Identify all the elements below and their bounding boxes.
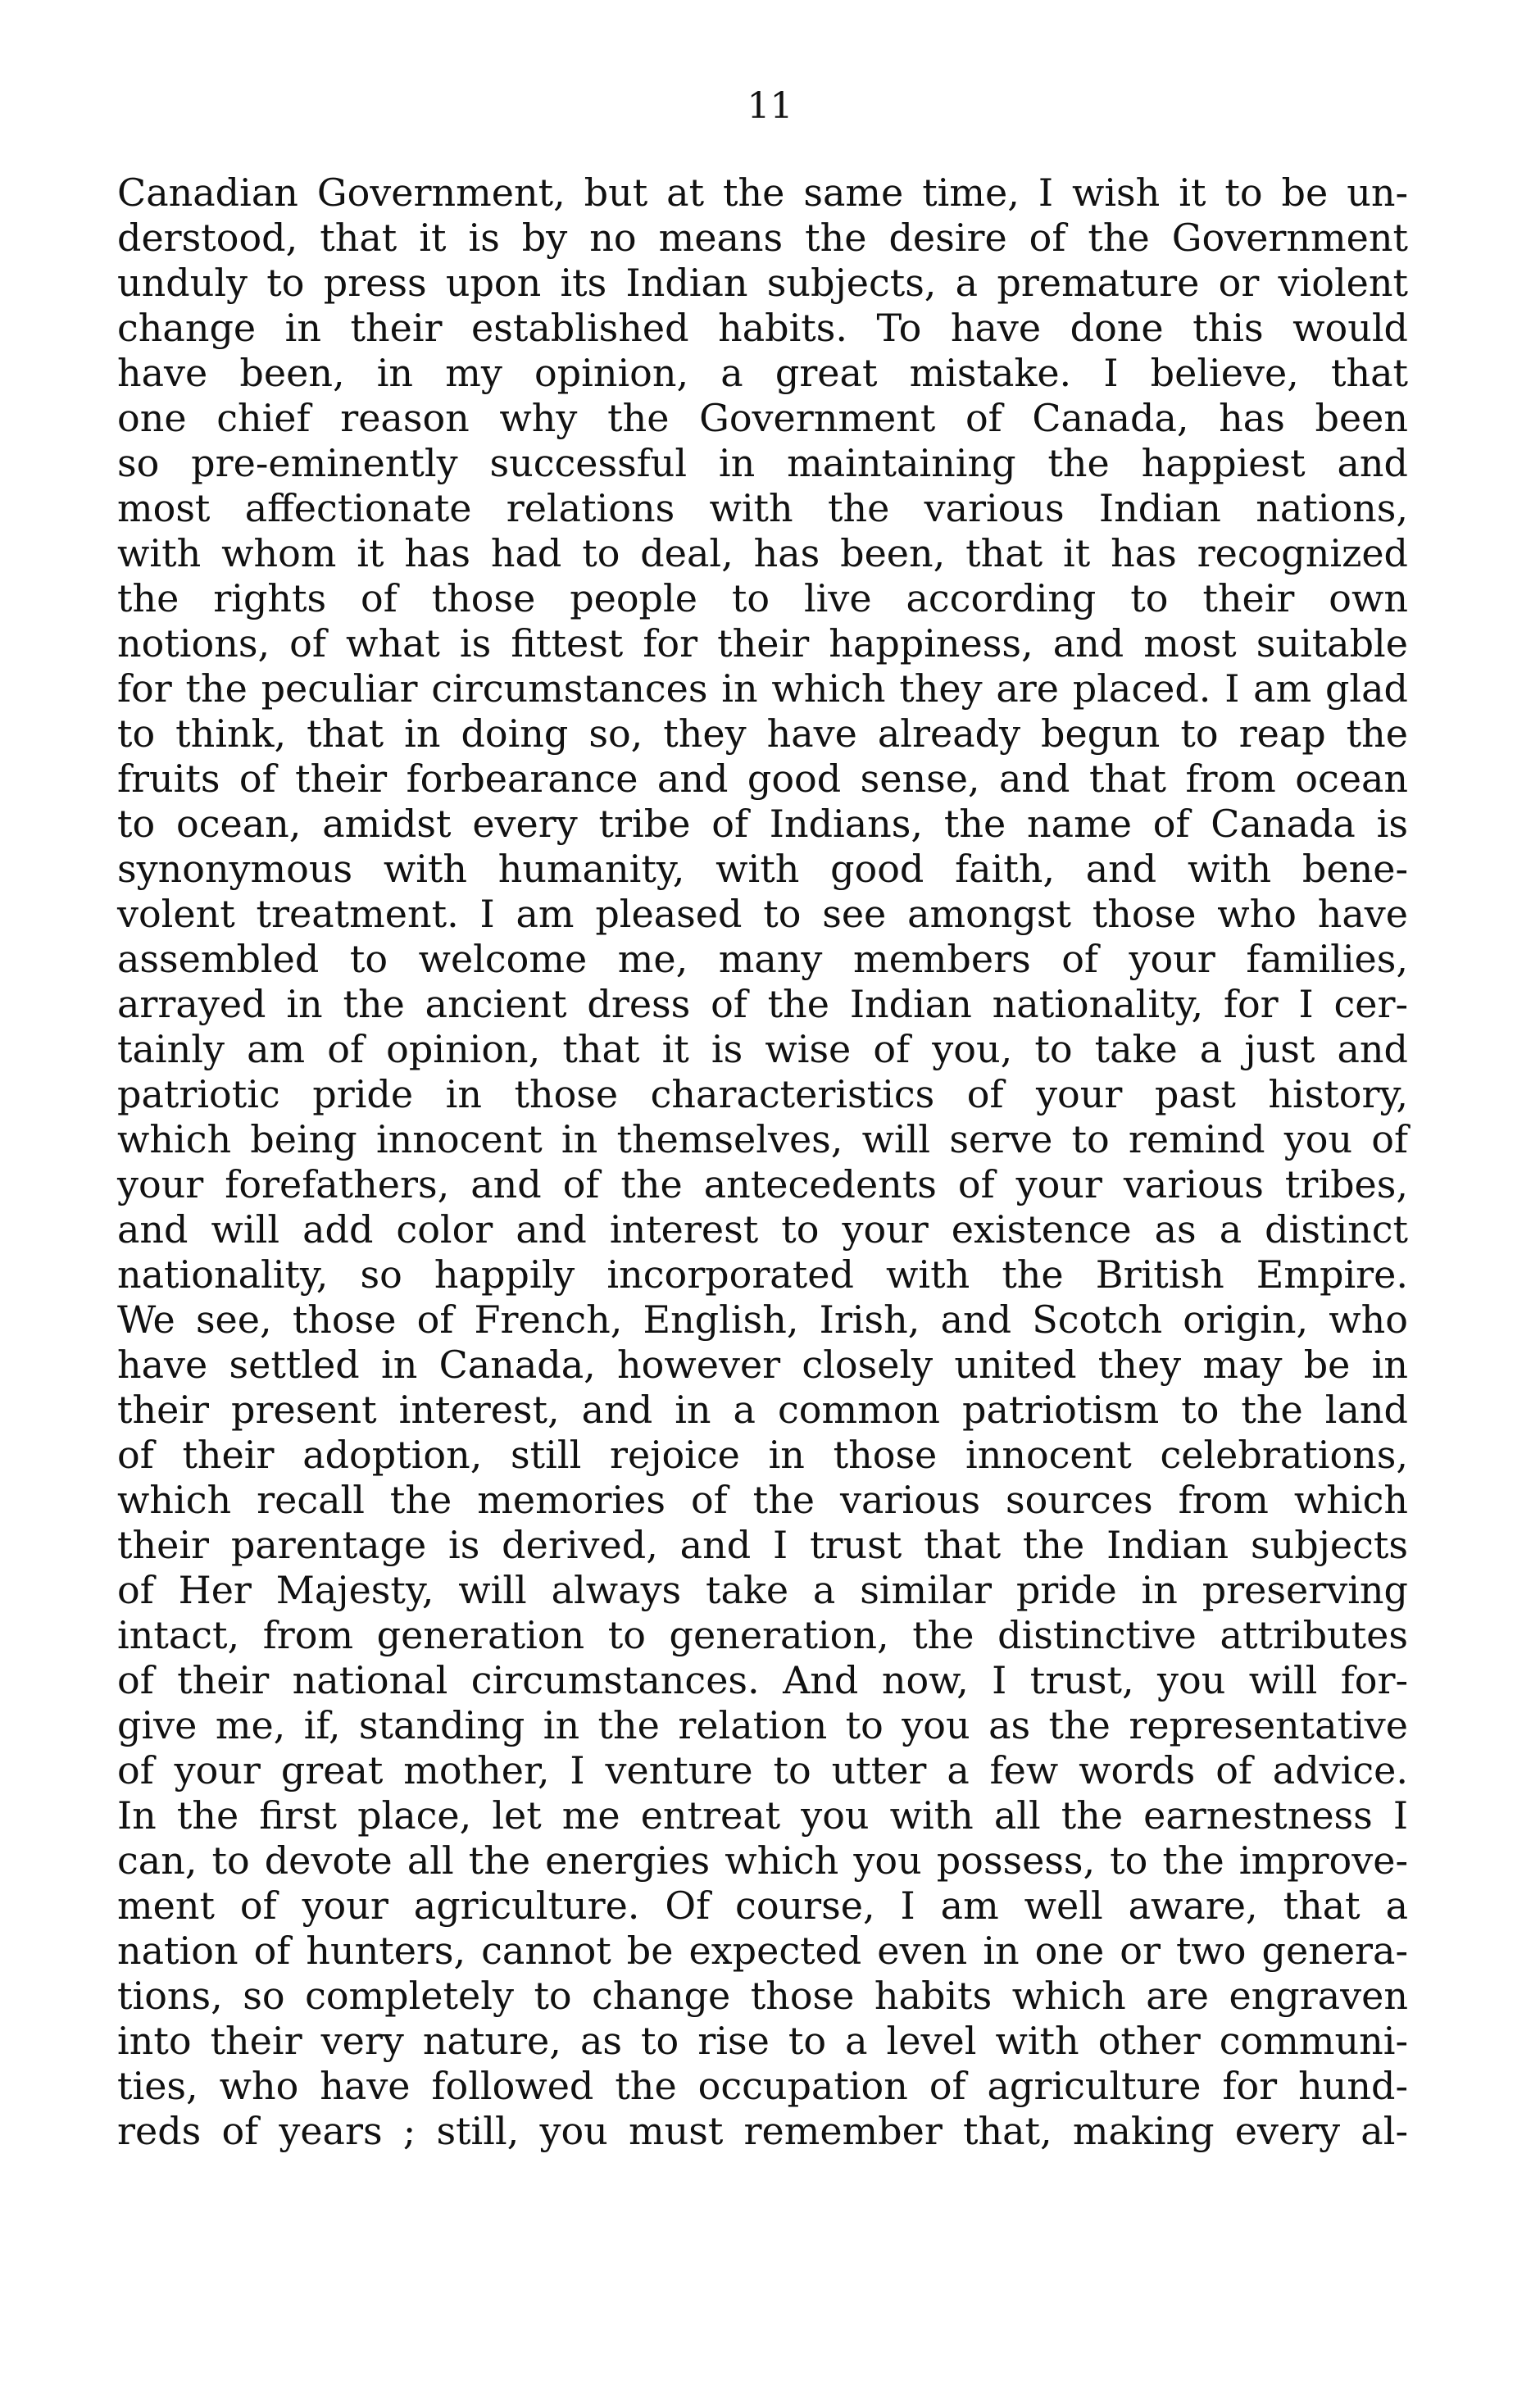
text-line: so pre-eminently successful in maintaining the happiest and [117, 441, 1408, 485]
text-line: change in their established habits. To have done this would [117, 306, 1408, 350]
text-line: ment of your agriculture. Of course, I am well aware, that a [117, 1883, 1408, 1928]
text-line: which being innocent in themselves, will serve to remind you of [117, 1117, 1408, 1161]
text-line: of their national circumstances. And now, I trust, you will for- [117, 1658, 1408, 1702]
text-line: nation of hunters, cannot be expected even in one or two genera- [117, 1929, 1408, 1973]
text-line: Canadian Government, but at the same time, I wish it to be un- [117, 170, 1408, 215]
text-line: synonymous with humanity, with good faith, and with bene- [117, 847, 1408, 891]
page-number: 11 [747, 85, 793, 127]
text-line: to think, that in doing so, they have already begun to reap the [117, 711, 1408, 756]
text-line: into their very nature, as to rise to a level with other communi- [117, 2019, 1408, 2063]
text-line: one chief reason why the Government of Canada, has been [117, 396, 1408, 440]
text-line: intact, from generation to generation, the distinctive attributes [117, 1613, 1408, 1657]
text-line: arrayed in the ancient dress of the Indian nationality, for I cer- [117, 982, 1408, 1026]
text-line: give me, if, standing in the relation to you as the representative [117, 1703, 1408, 1747]
text-line: assembled to welcome me, many members of your families, [117, 937, 1408, 981]
text-line: their parentage is derived, and I trust that the Indian subjects [117, 1523, 1408, 1567]
text-line: ties, who have followed the occupation of agriculture for hund- [117, 2064, 1408, 2108]
text-line: of Her Majesty, will always take a similar pride in preserving [117, 1568, 1408, 1612]
text-line: to ocean, amidst every tribe of Indians, the name of Canada is [117, 802, 1408, 846]
text-line: fruits of their forbearance and good sense, and that from ocean [117, 757, 1408, 801]
text-line: most affectionate relations with the various Indian nations, [117, 486, 1408, 530]
body-text [117, 170, 1408, 2154]
text-line: volent treatment. I am pleased to see amongst those who have [117, 892, 1408, 936]
text-line: unduly to press upon its Indian subjects, a premature or violent [117, 261, 1408, 305]
text-line: notions, of what is fittest for their happiness, and most suitable [117, 621, 1408, 666]
text-line: can, to devote all the energies which you possess, to the improve- [117, 1838, 1408, 1883]
text-line: have been, in my opinion, a great mistake. I believe, that [117, 351, 1408, 395]
text-line: tainly am of opinion, that it is wise of you, to take a just and [117, 1027, 1408, 1071]
text-line: which recall the memories of the various sources from which [117, 1478, 1408, 1522]
text-line: We see, those of French, English, Irish, and Scotch origin, who [117, 1297, 1408, 1342]
text-line: In the first place, let me entreat you with all the earnestness I [117, 1793, 1408, 1838]
text-line: reds of years ; still, you must remember that, making every al- [117, 2109, 1408, 2153]
text-line: their present interest, and in a common patriotism to the land [117, 1388, 1408, 1432]
text-line: of their adoption, still rejoice in those innocent celebrations, [117, 1433, 1408, 1477]
text-line: patriotic pride in those characteristics of your past history, [117, 1072, 1408, 1116]
text-line: and will add color and interest to your existence as a distinct [117, 1207, 1408, 1252]
text-line: of your great mother, I venture to utter a few words of advice. [117, 1748, 1408, 1792]
text-line: have settled in Canada, however closely united they may be in [117, 1343, 1408, 1387]
text-line: tions, so completely to change those habits which are engraven [117, 1974, 1408, 2018]
text-line: for the peculiar circumstances in which they are placed. I am glad [117, 666, 1408, 711]
text-line: your forefathers, and of the antecedents of your various tribes, [117, 1162, 1408, 1206]
text-line: derstood, that it is by no means the desire of the Government [117, 216, 1408, 260]
text-line: nationality, so happily incorporated with the British Empire. [117, 1252, 1408, 1297]
text-line: the rights of those people to live according to their own [117, 576, 1408, 620]
text-line: with whom it has had to deal, has been, that it has recognized [117, 531, 1408, 575]
